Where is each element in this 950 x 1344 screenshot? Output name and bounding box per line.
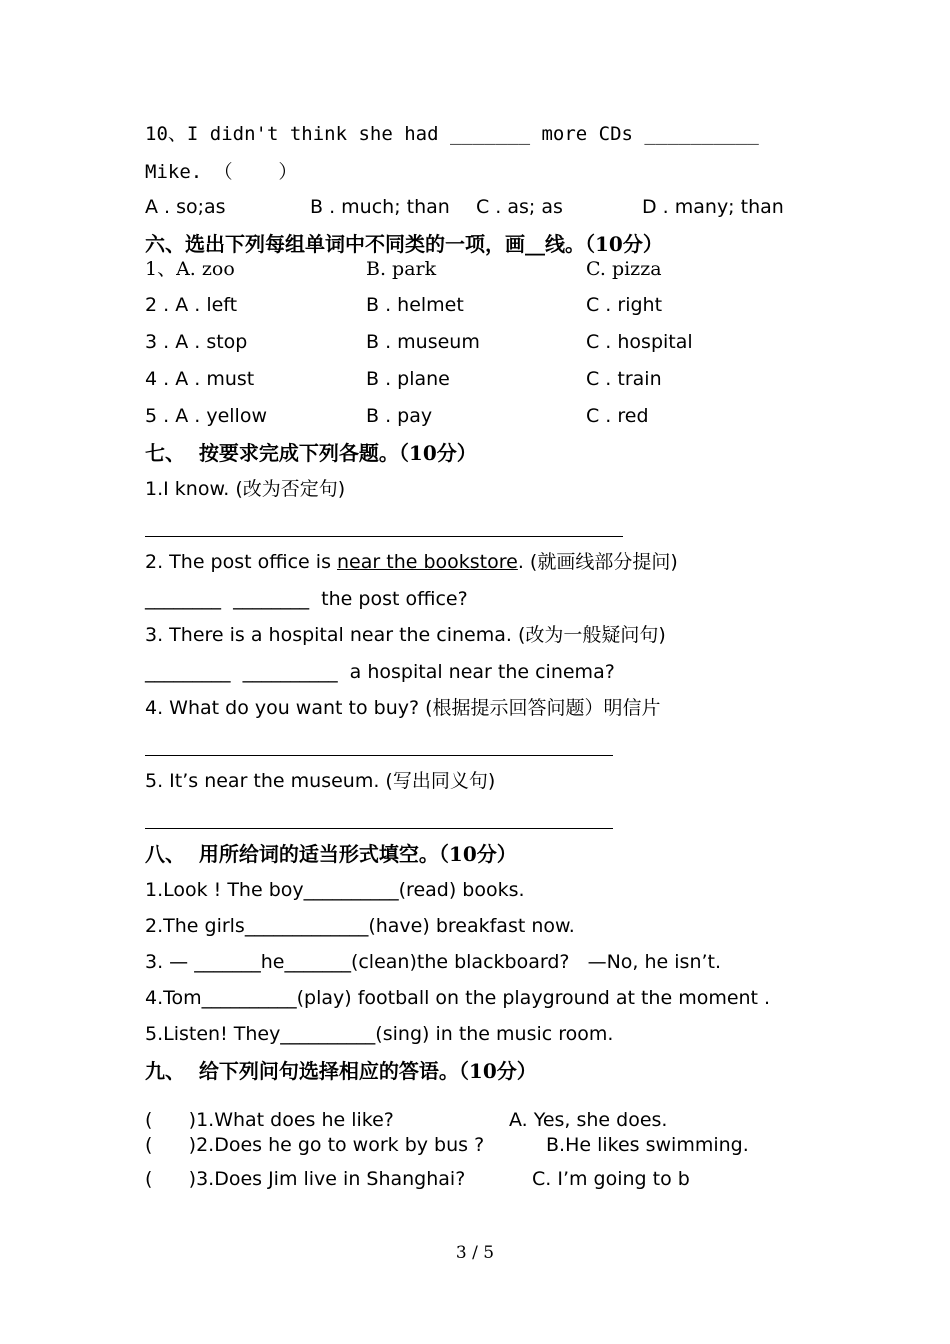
s6-row3-c: C . hospital: [586, 331, 693, 353]
s8-item-1: 1.Look ! The boy__________(read) books.: [145, 879, 525, 901]
s6-row4-a: 4 . A . must: [145, 368, 255, 390]
s8-item-5: 5.Listen! They__________(sing) in the music room.: [145, 1023, 614, 1045]
s9-answer-b: B.He likes swimming.: [546, 1134, 749, 1156]
q10-option-c: C . as; as: [476, 196, 563, 218]
s6-row2-a: 2 . A . left: [145, 294, 238, 316]
section7-heading: 七、 按要求完成下列各题。（10分）: [145, 441, 477, 465]
s9-answer-a: A. Yes, she does.: [509, 1109, 668, 1131]
section9-heading: 九、 给下列问句选择相应的答语。（10分）: [145, 1059, 537, 1083]
s6-row1-a: 1、A. zoo: [145, 258, 235, 280]
section6-heading: 六、选出下列每组单词中不同类的一项，画__线。（10分）: [145, 232, 663, 256]
s7-q4: 4. What do you want to buy? (根据提示回答问题）明信片: [145, 697, 661, 719]
s7-q3-answer: _________ __________ a hospital near the cinema?: [145, 661, 615, 683]
s7-q2-post: . (就画线部分提问): [517, 551, 678, 573]
s9-question-2: ( )2.Does he go to work by bus ?: [145, 1134, 485, 1156]
s6-row1-c: C. pizza: [586, 258, 662, 280]
s7-q4-answer-line: [145, 755, 613, 756]
s7-q5-answer-line: [145, 828, 613, 829]
s6-row4-b: B . plane: [366, 368, 450, 390]
s7-q2-pre: 2. The post office is: [145, 551, 338, 573]
q10-option-b: B . much; than: [310, 196, 450, 218]
q10-option-d: D . many; than: [642, 196, 784, 218]
q10-stem-line2: Mike. （ ）: [145, 161, 298, 183]
s6-row1-b: B. park: [366, 258, 437, 280]
q10-stem-line1: 10、I didn't think she had _______ more CDs __________: [145, 123, 759, 145]
s6-row5-a: 5 . A . yellow: [145, 405, 267, 427]
section8-heading: 八、 用所给词的适当形式填空。（10分）: [145, 842, 517, 866]
s8-item-4: 4.Tom__________(play) football on the playground at the moment .: [145, 987, 771, 1009]
s6-row2-c: C . right: [586, 294, 663, 316]
s8-item-3: 3. — _______he_______(clean)the blackboard? —No, he isn’t.: [145, 951, 722, 973]
q10-option-a: A . so;as: [145, 196, 226, 218]
s6-row5-b: B . pay: [366, 405, 433, 427]
s6-row3-b: B . museum: [366, 331, 480, 353]
s7-q3: 3. There is a hospital near the cinema. (改为一般疑问句): [145, 624, 666, 646]
s6-row2-b: B . helmet: [366, 294, 464, 316]
s7-q5: 5. It’s near the museum. (写出同义句): [145, 770, 496, 792]
s6-row5-c: C . red: [586, 405, 649, 427]
s7-q2: [145, 550, 678, 574]
s7-q2-answer: ________ ________ the post office?: [145, 588, 468, 610]
s6-row3-a: 3 . A . stop: [145, 331, 248, 353]
s8-item-2: 2.The girls_____________(have) breakfast now.: [145, 915, 575, 937]
s7-q2-underlined: near the bookstore: [337, 551, 518, 573]
s7-q1-answer-line: [145, 536, 623, 537]
s9-question-1: ( )1.What does he like?: [145, 1109, 394, 1131]
s9-answer-c: C. I’m going to b: [532, 1168, 690, 1190]
page-number: 3 / 5: [455, 1243, 495, 1263]
s9-question-3: ( )3.Does Jim live in Shanghai?: [145, 1168, 466, 1190]
s6-row4-c: C . train: [586, 368, 662, 390]
s7-q1: 1.I know. (改为否定句): [145, 478, 346, 500]
